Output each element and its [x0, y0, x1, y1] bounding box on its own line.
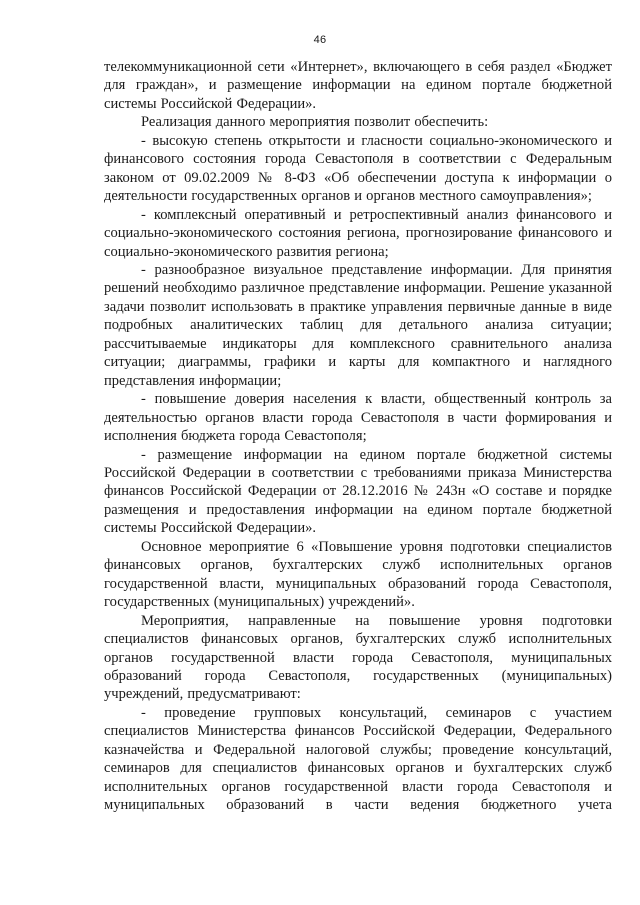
paragraph-visual-representation: - разнообразное визуальное представление информации. Для принятия решений необходимо различное представление информации. Решение указанной задачи позволит использовать в практике управления первичные данные в виде подробных аналитических таблиц для детального анализа ситуации; рассчитываемые индикаторы для комплексного сравнительного анализа ситуации; диаграммы, графики и карты для компактного и наглядного представления информации; — [104, 261, 612, 389]
paragraph-analysis: - комплексный оперативный и ретроспективный анализ финансового и социально-экономического состояния региона, прогнозирование финансового и социально-экономического развития региона; — [104, 206, 612, 260]
paragraph-main-activity-6: Основное мероприятие 6 «Повышение уровня подготовки специалистов финансовых органов, бухгалтерских служб исполнительных органов государственной власти, муниципальных образований города Севастополя, государственных (муниципальных) учреждений». — [104, 538, 612, 611]
page-number: 46 — [313, 34, 327, 46]
paragraph-consultations: - проведение групповых консультаций, семинаров с участием специалистов Министерства финансов Российской Федерации, Федерального казначейства и Федеральной налоговой службы; проведение консультаций, семинаров для специалистов финансовых органов и бухгалтерских служб исполнительных органов государственной власти города Севастополя и муниципальных образований в части ведения бюджетного учета — [104, 704, 612, 814]
body-text — [104, 58, 612, 815]
paragraph-budget-portal: - размещение информации на едином портале бюджетной системы Российской Федерации в соответствии с требованиями приказа Министерства финансов Российской Федерации от 28.12.2016 № 243н «О составе и порядке размещения и предоставления информации на едином портале бюджетной системы Российской Федерации». — [104, 446, 612, 537]
paragraph-public-trust: - повышение доверия населения к власти, общественный контроль за деятельностью органов власти города Севастополя в части формирования и исполнения бюджета города Севастополя; — [104, 391, 612, 445]
paragraph-openness: - высокую степень открытости и гласности социально-экономического и финансового состояния города Севастополя в соответствии с Федеральным законом от 09.02.2009 № 8-ФЗ «Об обеспечении доступа к информации о деятельности государственных органов и органов местного самоуправления»; — [104, 132, 612, 205]
paragraph-implementation-intro: Реализация данного мероприятия позволит обеспечить: — [141, 114, 489, 131]
paragraph-internet-portal: телекоммуникационной сети «Интернет», включающего в себя раздел «Бюджет для граждан», и размещение информации на едином портале бюджетной системы Российской Федерации». — [104, 59, 612, 112]
paragraph-training-measures: Мероприятия, направленные на повышение уровня подготовки специалистов финансовых органов, бухгалтерских служб исполнительных органов государственной власти города Севастополя, муниципальных образований города Севастополя, государственных (муниципальных) учреждений, предусматривают: — [104, 612, 612, 703]
